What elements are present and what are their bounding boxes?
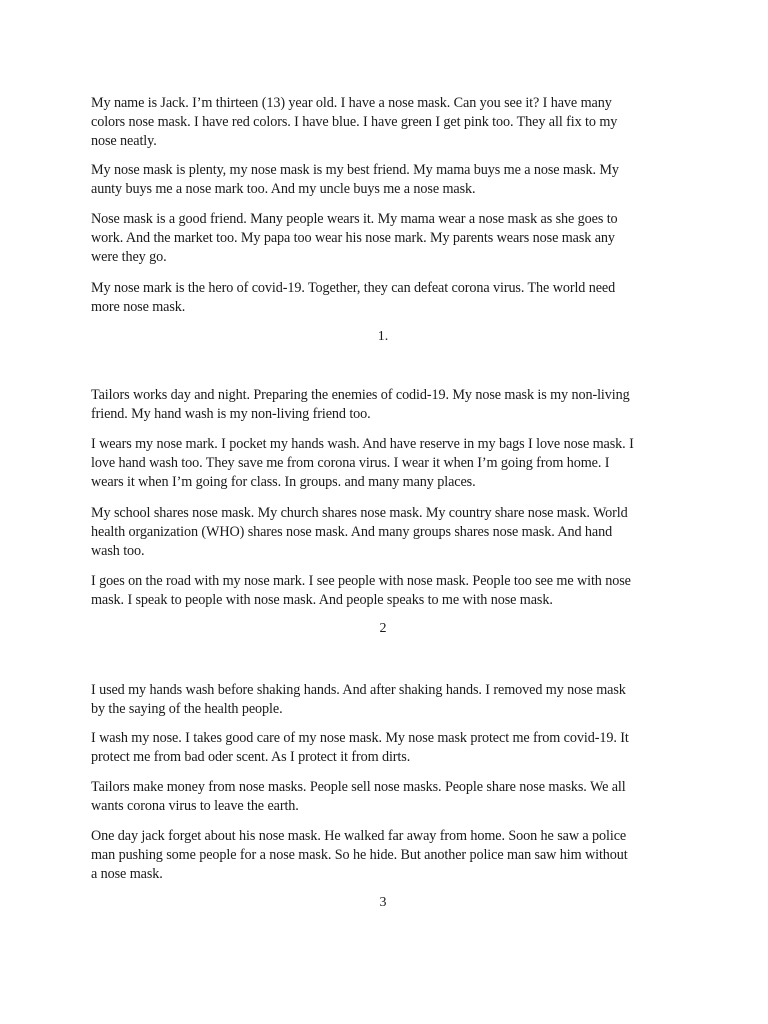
paragraph: My name is Jack. I’m thirteen (13) year old. I have a nose mask. Can you see it? I have many colors nose mask. I have red colors. I have blue. I have green I get pink too. They all fix to my nose neatly. <box>91 95 618 150</box>
paragraph: I goes on the road with my nose mark. I see people with nose mask. People too see me with nose mask. I speak to people with nose mask. And people speaks to me with nose mask. <box>91 573 631 609</box>
paragraph: My nose mask is plenty, my nose mask is my best friend. My mama buys me a nose mask. My aunty buys me a nose mark too. And my uncle buys me a nose mask. <box>91 162 619 198</box>
paragraph: I used my hands wash before shaking hands. And after shaking hands. I removed my nose mask by the saying of the health people. <box>91 682 626 718</box>
paragraph: I wash my nose. I takes good care of my nose mask. My nose mask protect me from covid-19. It protect me from bad oder scent. As I protect it from dirts. <box>91 730 629 766</box>
page-number: 2 <box>379 621 387 636</box>
page-number: 1. <box>377 329 389 344</box>
paragraph: I wears my nose mark. I pocket my hands wash. And have reserve in my bags I love nose mask. I love hand wash too. They save me from corona virus. I wear it when I’m going from home. I wears it when I’m going for class. In groups. and many many places. <box>91 436 634 491</box>
paragraph: Nose mask is a good friend. Many people wears it. My mama wear a nose mask as she goes to work. And the market too. My papa too wear his nose mark. My parents wears nose mask any were they go. <box>91 211 618 266</box>
page-number: 3 <box>379 895 387 910</box>
paragraph: Tailors make money from nose masks. People sell nose masks. People share nose masks. We all wants corona virus to leave the earth. <box>91 779 626 815</box>
paragraph: Tailors works day and night. Preparing the enemies of codid-19. My nose mask is my non-living friend. My hand wash is my non-living friend too. <box>91 387 630 423</box>
paragraph: My nose mark is the hero of covid-19. Together, they can defeat corona virus. The world need more nose mask. <box>91 280 616 316</box>
paragraph: My school shares nose mask. My church shares nose mask. My country share nose mask. World health organization (WHO) shares nose mask. And many groups shares nose mask. And hand wash too. <box>91 505 628 560</box>
paragraph: One day jack forget about his nose mask. He walked far away from home. Soon he saw a police man pushing some people for a nose mask. So he hide. But another police man saw him without a nose mask. <box>91 828 628 883</box>
